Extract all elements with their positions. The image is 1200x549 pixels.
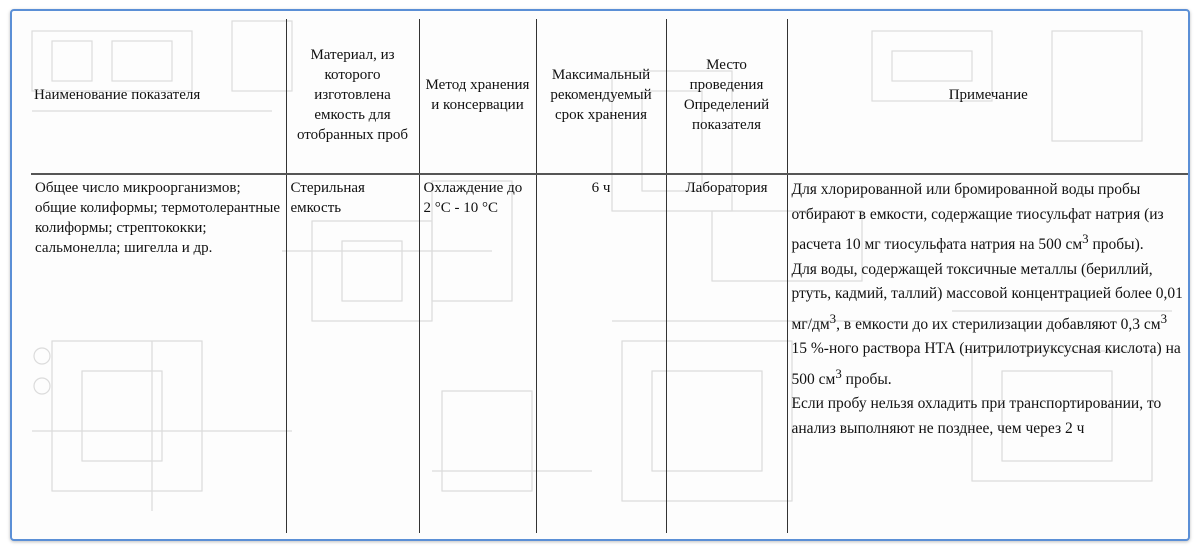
cell-place: Лаборатория bbox=[666, 174, 787, 533]
header-max-term: Максимальный рекомендуемый срок хранения bbox=[536, 19, 666, 174]
note-paragraph: Если пробу нельзя охладить при транспортировании, то анализ выполняют не позднее, чем через 2 ч bbox=[791, 395, 1162, 437]
water-sampling-table bbox=[31, 19, 1189, 533]
header-method: Метод хранения и консервации bbox=[419, 19, 536, 174]
header-note: Примечание bbox=[787, 19, 1189, 174]
note-superscript: 3 bbox=[1082, 231, 1089, 246]
note-text: 15 %-ного раствора НТА (нитрилотриуксусная кислота) на 500 см bbox=[791, 340, 1181, 388]
cell-indicator: Общее число микроорганизмов; общие колиформы; термотолерантные колиформы; стрептококки; сальмонелла; шигелла и др. bbox=[35, 180, 281, 256]
cell-material: Стерильная емкость bbox=[286, 174, 419, 533]
header-indicator: Наименование показателя bbox=[31, 19, 286, 174]
header-material: Материал, из которого изготовлена емкость для отобранных проб bbox=[286, 19, 419, 174]
table-header-row bbox=[31, 19, 1189, 174]
note-text: пробы). bbox=[1088, 236, 1144, 254]
note-text: пробы. bbox=[841, 370, 892, 388]
cell-max-term: 6 ч bbox=[536, 174, 666, 533]
note-paragraph bbox=[792, 178, 1186, 258]
note-superscript: 3 bbox=[835, 365, 842, 381]
note-paragraph bbox=[792, 258, 1186, 393]
document-frame bbox=[10, 9, 1190, 541]
table-row bbox=[31, 174, 1189, 533]
cell-method: Охлаждение до 2 °С - 10 °С bbox=[419, 174, 536, 533]
header-place: Место проведения Определений показателя bbox=[666, 19, 787, 174]
note-text: Для воды, содержащей токсичные металлы (бериллий, ртуть, кадмий, таллий) массовой концентрацией более 0,01 мг/дм bbox=[791, 260, 1183, 333]
note-superscript: 3 bbox=[829, 310, 837, 326]
note-superscript: 3 bbox=[1160, 310, 1168, 326]
cell-note bbox=[787, 174, 1189, 533]
note-text: , в емкости до их стерилизации добавляют 0,3 см bbox=[836, 315, 1161, 333]
note-text: Для хлорированной или бромированной воды пробы отбирают в емкости, содержащие тиосульфат натрия (из расчета 10 мг тиосульфата натрия на 500 см bbox=[791, 181, 1164, 254]
